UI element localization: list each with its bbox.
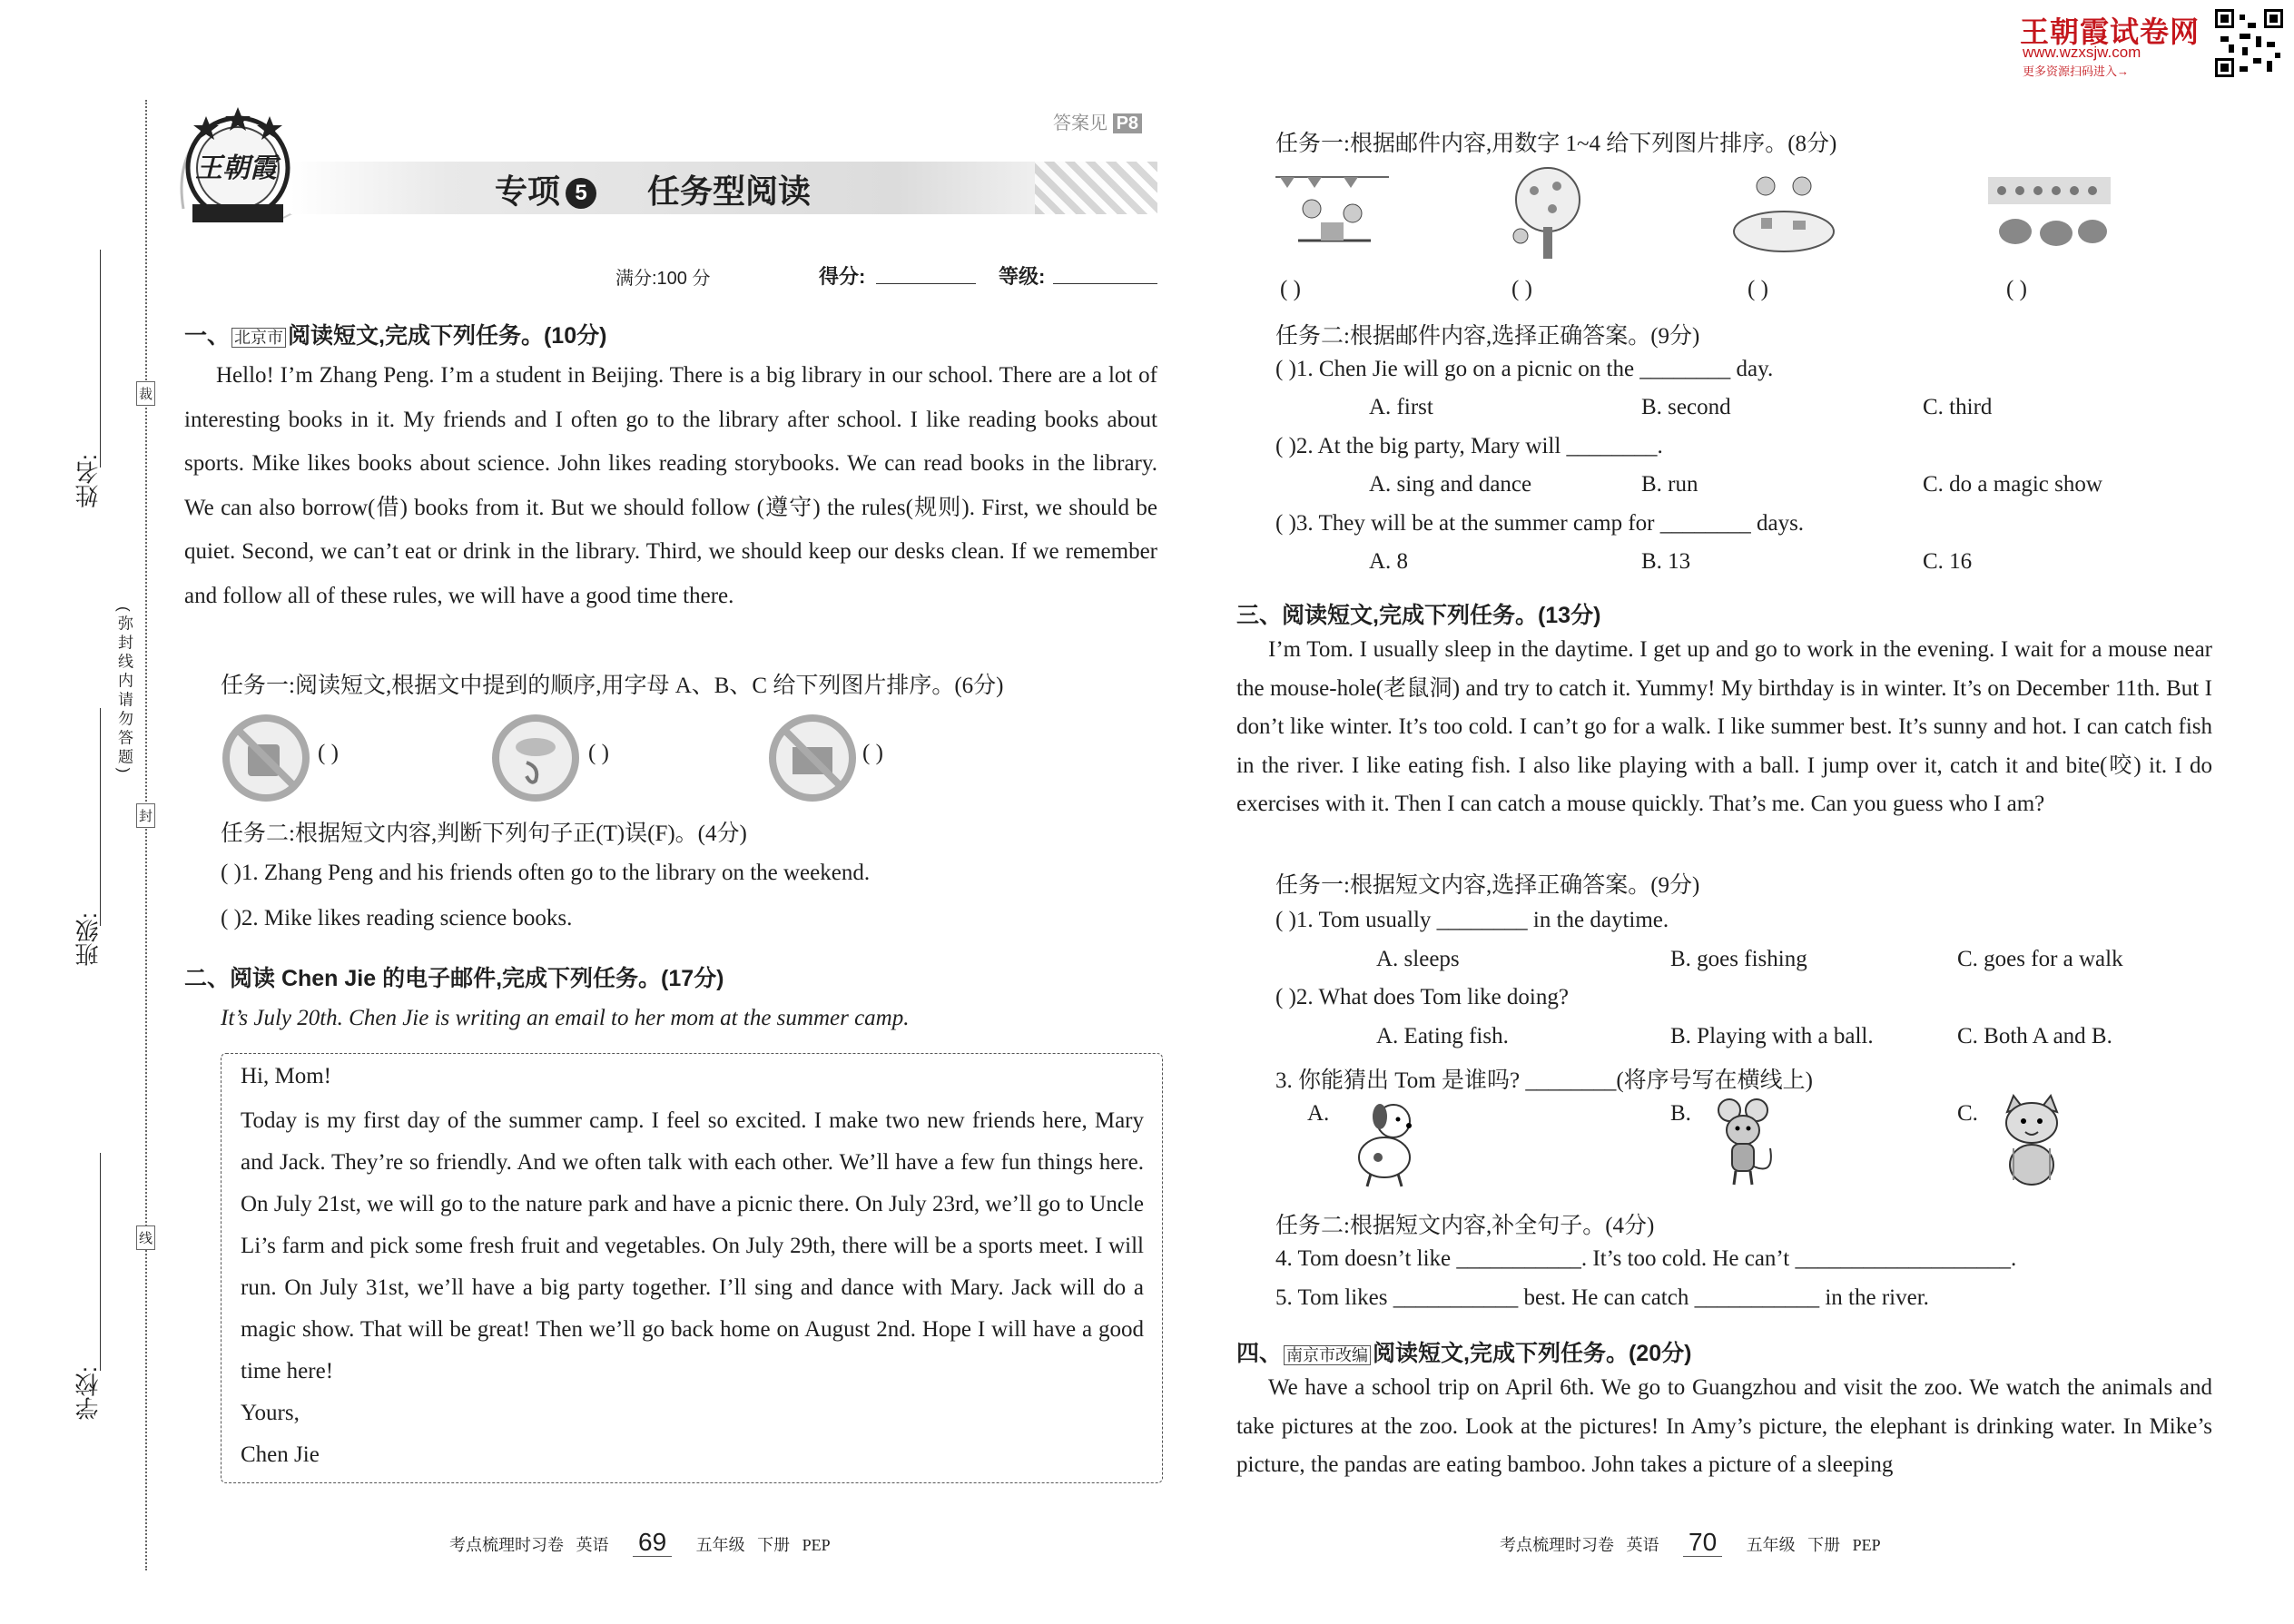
part2-q2-option-b: B. run [1641, 472, 1698, 497]
part3-q3[interactable]: 3. 你能猜出 Tom 是谁吗? ________(将序号写在横线上) [1275, 1068, 1813, 1093]
grade-label: 等级: [999, 265, 1046, 288]
part4-passage: We have a school trip on April 6th. We go to Guangzhou and visit the zoo. We watch the animals and take pictures at the zoo. Look at the pictures! In Amy’s picture, the elephant is drinking water. In Mike’s picture, the pandas are eating bamboo. John takes a picture of a sleeping [1236, 1375, 2212, 1477]
part3-q1-option-c: C. goes for a walk [1957, 947, 2123, 971]
footer-left: 考点梳理时习卷 英语 69 五年级 下册 PEP [449, 1528, 831, 1556]
binding-class-line[interactable] [100, 708, 101, 926]
email-signature: Chen Jie [241, 1442, 320, 1467]
email-greeting: Hi, Mom! [241, 1064, 331, 1088]
answer-ref-page: P8 [1113, 113, 1142, 133]
binding-note: (弥封线内请勿答题) [115, 606, 133, 777]
part1-title: 一、 北京市 阅读短文,完成下列任务。(10分) [184, 323, 607, 349]
part2-pic2-answer[interactable]: ( ) [1511, 277, 1532, 301]
footer-right-page: 70 [1683, 1528, 1722, 1557]
part2-q2-option-c: C. do a magic show [1923, 472, 2102, 497]
part1-task2-item1[interactable]: ( )1. Zhang Peng and his friends often go to the library on the weekend. [221, 861, 871, 885]
part2-q1-stem[interactable]: ( )1. Chen Jie will go on a picnic on the ________ day. [1275, 357, 1774, 381]
part3-q2-option-a: A. Eating fish. [1376, 1024, 1509, 1048]
footer-right: 考点梳理时习卷 英语 70 五年级 下册 PEP [1500, 1528, 1881, 1556]
part2-intro: It’s July 20th. Chen Jie is writing an email to her mom at the summer camp. [221, 1006, 910, 1030]
part3-q3-option-c: C. [1957, 1101, 1978, 1126]
section-title [495, 166, 811, 212]
binding-mark-cut: 裁 [136, 381, 155, 406]
section-prefix: 专项 [495, 172, 561, 210]
part4-region-tag: 南京市改编 [1284, 1345, 1371, 1365]
full-score: 满分:100 分 [615, 269, 711, 289]
no-talking-icon [221, 713, 311, 808]
footer-left-page: 69 [633, 1528, 672, 1557]
part4-title: 四、 南京市改编 阅读短文,完成下列任务。(20分) [1236, 1341, 1692, 1366]
part1-pic1-answer[interactable]: ( ) [318, 741, 339, 765]
part3-q1-stem[interactable]: ( )1. Tom usually ________ in the daytime. [1275, 908, 1669, 932]
part3-q1-option-a: A. sleeps [1376, 947, 1460, 971]
site-logo-text: 王朝霞试卷网 [2020, 15, 2200, 48]
dog-picture [1344, 1094, 1430, 1194]
part3-q1-option-b: B. goes fishing [1670, 947, 1807, 971]
part2-pic4-answer[interactable]: ( ) [2006, 277, 2027, 301]
part2-q2-stem[interactable]: ( )2. At the big party, Mary will ________. [1275, 434, 1663, 458]
section-title-text: 任务型阅读 [647, 172, 812, 210]
part2-task1: 任务一:根据邮件内容,用数字 1~4 给下列图片排序。(8分) [1275, 132, 1837, 156]
email-closing: Yours, [241, 1401, 300, 1425]
part2-q3-option-c: C. 16 [1923, 549, 1973, 574]
part2-q1-option-a: A. first [1369, 395, 1433, 419]
mouse-picture [1707, 1094, 1779, 1194]
part1-task1: 任务一:阅读短文,根据文中提到的顺序,用字母 A、B、C 给下列图片排序。(6分) [221, 674, 1004, 698]
binding-mark-seal: 封 [136, 803, 155, 828]
part3-task2: 任务二:根据短文内容,补全句子。(4分) [1275, 1214, 1655, 1238]
grade-field[interactable] [1053, 283, 1157, 284]
score-label: 得分: [819, 265, 866, 288]
part1-pic2-answer[interactable]: ( ) [588, 741, 609, 765]
part2-pic3-answer[interactable]: ( ) [1748, 277, 1768, 301]
part2-task2: 任务二:根据邮件内容,选择正确答案。(9分) [1275, 324, 1700, 349]
site-url: www.wzxsjw.com [2023, 44, 2141, 61]
binding-dotted-line [145, 100, 147, 1570]
part2-q3-option-a: A. 8 [1369, 549, 1409, 574]
part2-pic1-answer[interactable]: ( ) [1280, 277, 1301, 301]
part2-q3-stem[interactable]: ( )3. They will be at the summer camp for ________ days. [1275, 511, 1805, 536]
binding-name-line[interactable] [100, 250, 101, 468]
binding-mark-line: 线 [136, 1225, 155, 1250]
party-picture [1725, 168, 1847, 263]
part3-q3-option-b: B. [1670, 1101, 1691, 1126]
part3-task1: 任务一:根据短文内容,选择正确答案。(9分) [1275, 873, 1700, 898]
part2-q1-option-b: B. second [1641, 395, 1731, 419]
part2-q1-option-c: C. third [1923, 395, 1993, 419]
part3-fill2[interactable]: 5. Tom likes ___________ best. He can catch ___________ in the river. [1275, 1285, 1929, 1310]
sports-meet-picture [1984, 168, 2115, 263]
part2-q3-option-b: B. 13 [1641, 549, 1691, 574]
binding-school-label: 学校: [74, 1366, 102, 1421]
site-tagline: 更多资源扫码进入→ [2023, 64, 2130, 78]
fruit-picking-picture [1498, 163, 1598, 268]
part3-q2-option-b: B. Playing with a ball. [1670, 1024, 1874, 1048]
answer-ref-label: 答案见 [1053, 113, 1108, 133]
answer-reference [1053, 108, 1142, 134]
part3-q2-stem[interactable]: ( )2. What does Tom like doing? [1275, 985, 1569, 1009]
part3-passage: I’m Tom. I usually sleep in the daytime. I get up and go to work in the evening. I wait for a mouse near the mouse-hole(老鼠洞) and try to catch it. Yummy! My birthday is in winter. It’s on December 11th. But I don’t like winter. It’s too cold. I can’t go for a walk. I like summer best. It’s sunny and hot. I can catch fish in the river. I like eating fish. I also like playing with a ball. I jump over it, catch it and bite(咬) it. I do exercises with it. Then I can catch a mouse quickly. That’s me. Can you guess who I am? [1236, 637, 2212, 816]
part2-q2-option-a: A. sing and dance [1369, 472, 1532, 497]
binding-class-label: 班级: [74, 912, 102, 967]
part1-passage: Hello! I’m Zhang Peng. I’m a student in Beijing. There is a big library in our school. There are a lot of interesting books in it. My friends and I often go to the library after school. I like reading books about sports. Mike likes books about science. John likes reading storybooks. We can read books in the library. We can also borrow(借) books from it. But we should follow (遵守) the rules(规则). First, we should be quiet. Second, we can’t eat or drink in the library. Third, we should keep our desks clean. If we remember and follow all of these rules, we will have a good time there. [184, 363, 1157, 608]
part1-pic3-answer[interactable]: ( ) [862, 741, 883, 765]
brand-logo-text: 王朝霞 [195, 153, 277, 184]
cat-picture [1994, 1094, 2071, 1194]
picnic-picture [1271, 168, 1393, 263]
part3-q3-option-a: A. [1307, 1101, 1330, 1126]
score-field[interactable] [876, 283, 976, 284]
no-messy-desk-icon [767, 713, 858, 808]
part1-task2-item2[interactable]: ( )2. Mike likes reading science books. [221, 906, 573, 930]
part3-fill1[interactable]: 4. Tom doesn’t like ___________. It’s too cold. He can’t ___________________. [1275, 1246, 2017, 1271]
quiet-lips-icon [490, 713, 581, 808]
part1-region-tag: 北京市 [231, 328, 286, 348]
section-title-checker [1035, 162, 1157, 214]
part1-task2: 任务二:根据短文内容,判断下列句子正(T)误(F)。(4分) [221, 822, 747, 846]
qr-code-icon[interactable] [2215, 9, 2283, 77]
section-number-badge: 5 [566, 178, 596, 209]
binding-name-label: 姓名: [74, 454, 102, 508]
email-body: Today is my first day of the summer camp. I feel so excited. I make two new friends here, Mary and Jack. They’re so friendly. And we often talk with each other. We’ll have a few fun things here. On July 21st, we will go to the nature park and have a picnic there. On July 23rd, we’ll go to Uncle Li’s farm and pick some fresh fruit and vegetables. On July 29th, there will be a sports meet. I will run. On July 31st, we’ll have a big party together. I’ll sing and dance with Mary. Jack will do a magic show. That will be great! Then we’ll go back home on August 2nd. Hope I will have a good time here! [241, 1108, 1144, 1383]
binding-school-line[interactable] [100, 1153, 101, 1371]
part3-q2-option-c: C. Both A and B. [1957, 1024, 2112, 1048]
part2-title: 二、阅读 Chen Jie 的电子邮件,完成下列任务。(17分) [184, 966, 724, 991]
part3-title: 三、阅读短文,完成下列任务。(13分) [1236, 603, 1601, 628]
